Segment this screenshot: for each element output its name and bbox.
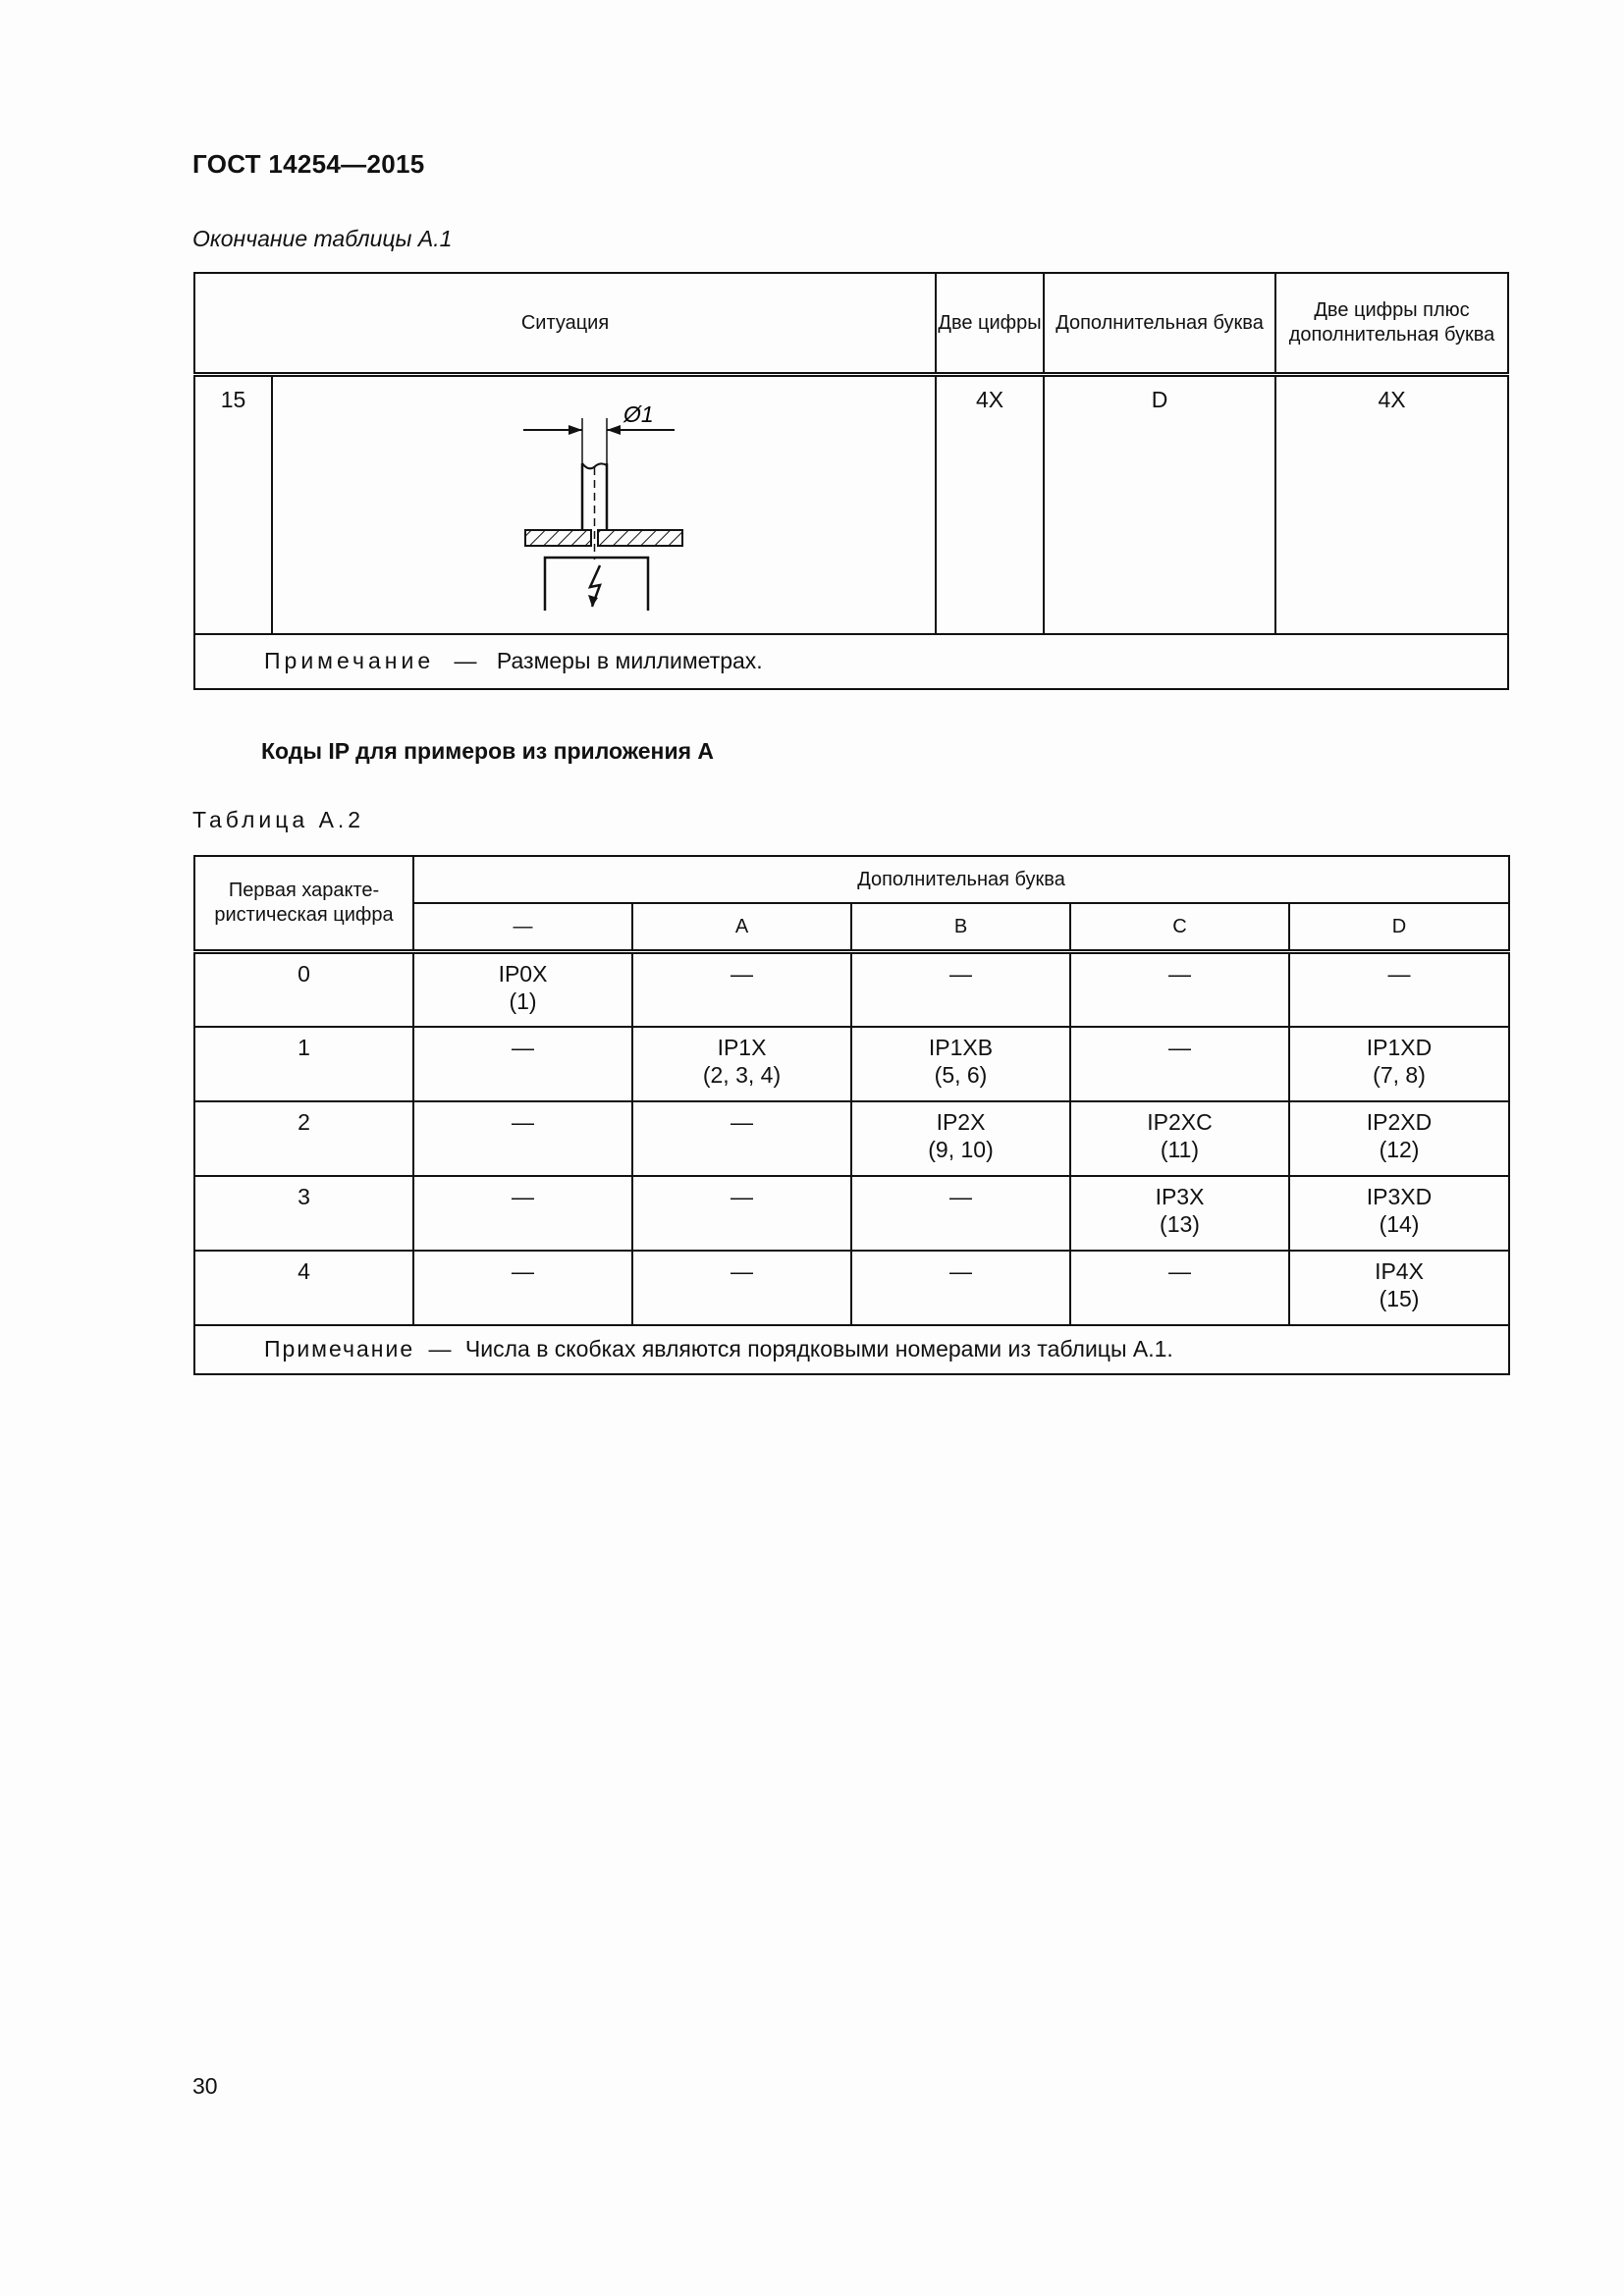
digit-cell: 2: [194, 1101, 413, 1176]
table-a1-end: [193, 272, 1509, 690]
code-cell: IP1XB (5, 6): [851, 1027, 1070, 1101]
header-two-digits-plus: Две цифры плюс дополнительная буква: [1275, 273, 1508, 375]
code-cell: —: [413, 1101, 632, 1176]
code-cell: IP3X (13): [1070, 1176, 1289, 1251]
table-row: [194, 1027, 1509, 1101]
table-a1-header-row: [194, 273, 1508, 375]
header-two-digits: Две цифры: [936, 273, 1044, 375]
table-row: [194, 1251, 1509, 1325]
table-a1-caption: Окончание таблицы А.1: [192, 226, 453, 251]
section-heading: Коды IP для примеров из приложения А: [261, 738, 714, 764]
code-cell: IP1XD (7, 8): [1289, 1027, 1509, 1101]
code-cell: —: [1289, 952, 1509, 1027]
letter-header: C: [1070, 903, 1289, 952]
code-cell: IP4X (15): [1289, 1251, 1509, 1325]
document-title: ГОСТ 14254—2015: [192, 149, 425, 179]
code-cell: IP3XD (14): [1289, 1176, 1509, 1251]
code-cell: IP2X (9, 10): [851, 1101, 1070, 1176]
code-cell: —: [851, 1251, 1070, 1325]
code-cell: —: [632, 1176, 851, 1251]
code-cell: IP1X (2, 3, 4): [632, 1027, 851, 1101]
code-cell: IP2XC (11): [1070, 1101, 1289, 1176]
digit-cell: 4: [194, 1251, 413, 1325]
table-a1-note: [194, 634, 1508, 689]
code-cell: —: [632, 952, 851, 1027]
note-text: Размеры в миллиметрах.: [496, 648, 763, 673]
code-cell: —: [413, 1027, 632, 1101]
letter-header: —: [413, 903, 632, 952]
header-additional-letter: Дополнительная буква: [1044, 273, 1275, 375]
table-row: [194, 375, 1508, 634]
code-cell: —: [413, 1251, 632, 1325]
table-a2-label: Таблица А.2: [192, 807, 365, 832]
two-digits-value: 4X: [936, 375, 1044, 634]
row-number: 15: [194, 375, 272, 634]
table-row: [194, 952, 1509, 1027]
code-cell: —: [851, 1176, 1070, 1251]
diameter-label: Ø1: [623, 401, 654, 427]
code-cell: —: [413, 1176, 632, 1251]
code-cell: IP0X (1): [413, 952, 632, 1027]
note-label: Примечание: [264, 1336, 415, 1362]
code-cell: —: [1070, 1027, 1289, 1101]
digit-cell: 1: [194, 1027, 413, 1101]
table-a2-header-row: [194, 856, 1509, 903]
code-cell: —: [851, 952, 1070, 1027]
page-number: 30: [192, 2073, 218, 2099]
test-probe-figure: [515, 393, 692, 628]
additional-letter-value: D: [1044, 375, 1275, 634]
header-additional-letter-group: Дополнительная буква: [413, 856, 1509, 903]
digit-cell: 3: [194, 1176, 413, 1251]
code-cell: —: [1070, 952, 1289, 1027]
code-cell: —: [1070, 1251, 1289, 1325]
table-a2: [193, 855, 1510, 1375]
code-cell: —: [632, 1251, 851, 1325]
letter-header: B: [851, 903, 1070, 952]
table-row: [194, 1176, 1509, 1251]
digit-cell: 0: [194, 952, 413, 1027]
table-row: [194, 1101, 1509, 1176]
code-cell: IP2XD (12): [1289, 1101, 1509, 1176]
letter-header: A: [632, 903, 851, 952]
table-a1-note-row: [194, 634, 1508, 689]
note-dash: —: [428, 1336, 452, 1362]
table-a2-note: [194, 1325, 1509, 1374]
table-a2-note-row: [194, 1325, 1509, 1374]
code-cell: —: [632, 1101, 851, 1176]
letter-header: D: [1289, 903, 1509, 952]
header-situation: Ситуация: [194, 273, 936, 375]
two-digits-plus-value: 4X: [1275, 375, 1508, 634]
situation-cell: [272, 375, 936, 634]
note-label: Примечание: [264, 648, 435, 673]
header-first-digit: Первая характе-ристическая цифра: [194, 856, 413, 952]
note-text: Числа в скобках являются порядковыми номерами из таблицы А.1.: [464, 1336, 1173, 1362]
note-dash: —: [454, 648, 477, 673]
